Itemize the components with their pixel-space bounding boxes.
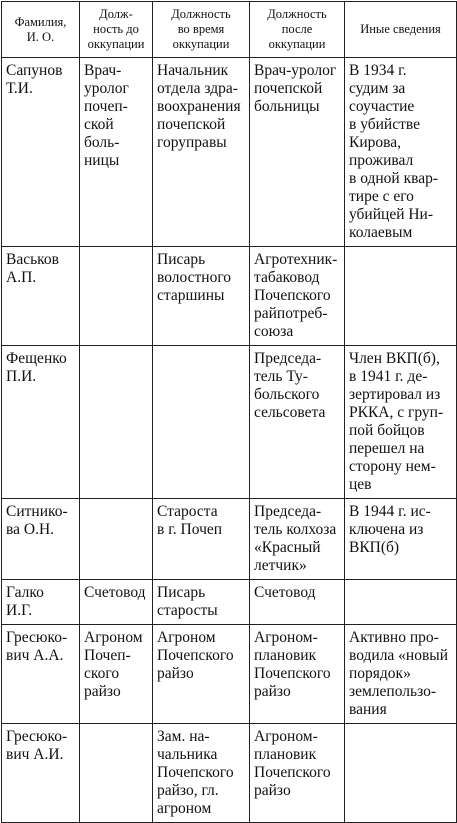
cell-during: Староста в г. Почеп — [153, 499, 250, 580]
cell-before — [80, 346, 153, 499]
cell-after: Председа- тель Ту- больского сельсовета — [250, 346, 345, 499]
cell-other: Активно про- водила «новый порядок» землепользо- вания — [345, 625, 457, 724]
cell-before — [80, 247, 153, 346]
table-row — [2, 724, 457, 823]
cell-during: Агроном Почепского райзо — [153, 625, 250, 724]
cell-during: Зам. на- чальника Почепского райзо, гл. агроном — [153, 724, 250, 823]
cell-name: Сапунов Т.И. — [2, 58, 80, 247]
cell-during: Писарь старосты — [153, 580, 250, 625]
cell-name: Гресюко- вич А.А. — [2, 625, 80, 724]
table-row — [2, 625, 457, 724]
header-position-during: Должность во время оккупации — [153, 2, 250, 58]
table-row — [2, 499, 457, 580]
table-row — [2, 58, 457, 247]
cell-other: В 1944 г. ис- ключена из ВКП(б) — [345, 499, 457, 580]
cell-other — [345, 580, 457, 625]
header-other-info: Иные сведения — [345, 2, 457, 58]
cell-other — [345, 247, 457, 346]
cell-after: Агроном- плановик Почепского райзо — [250, 724, 345, 823]
header-name: Фамилия, И. О. — [2, 2, 80, 58]
cell-during — [153, 346, 250, 499]
table-row — [2, 580, 457, 625]
cell-name: Галко И.Г. — [2, 580, 80, 625]
header-position-before: Долж- ность до оккупации — [80, 2, 153, 58]
cell-name: Фещенко П.И. — [2, 346, 80, 499]
table-row — [2, 346, 457, 499]
cell-during: Писарь волостного старшины — [153, 247, 250, 346]
header-row — [2, 2, 457, 58]
cell-after: Врач-уролог почепской больницы — [250, 58, 345, 247]
cell-after: Председа- тель колхоза «Красный летчик» — [250, 499, 345, 580]
cell-during: Начальник отдела здра- воохранения почепской горуправы — [153, 58, 250, 247]
header-position-after: Должность после оккупации — [250, 2, 345, 58]
cell-name: Васьков А.П. — [2, 247, 80, 346]
cell-after: Агроном- плановик Почепского райзо — [250, 625, 345, 724]
cell-after: Агротехник- табаковод Почепского райпотреб- союза — [250, 247, 345, 346]
table-body — [2, 58, 457, 823]
cell-before: Счетовод — [80, 580, 153, 625]
cell-before: Врач- уролог почеп- ской боль- ницы — [80, 58, 153, 247]
cell-name: Гресюко- вич А.И. — [2, 724, 80, 823]
cell-before: Агроном Почеп- ского райзо — [80, 625, 153, 724]
collaborators-table — [1, 1, 457, 823]
cell-name: Ситнико- ва О.Н. — [2, 499, 80, 580]
cell-after: Счетовод — [250, 580, 345, 625]
cell-before — [80, 724, 153, 823]
cell-other: В 1934 г. судим за соучастие в убийстве Кирова, проживал в одной квар- тире с его убийцей Ни- колаевым — [345, 58, 457, 247]
table-header — [2, 2, 457, 58]
cell-other — [345, 724, 457, 823]
cell-before — [80, 499, 153, 580]
cell-other: Член ВКП(б), в 1941 г. де- зертировал из РККА, с груп- пой бойцов перешел на сторону нем- цев — [345, 346, 457, 499]
table-row — [2, 247, 457, 346]
